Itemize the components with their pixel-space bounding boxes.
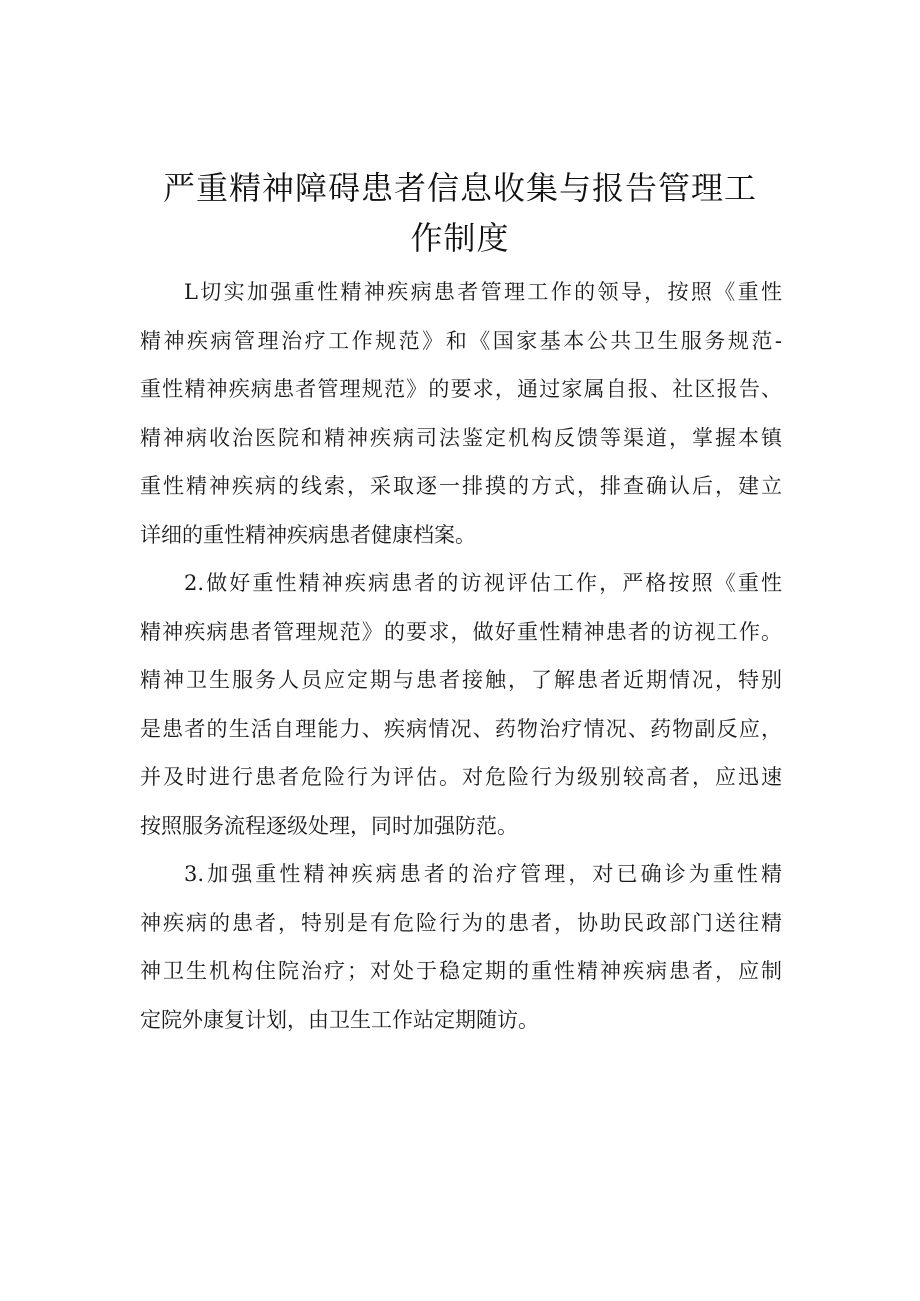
paragraph-line: 精神疾病管理治疗工作规范》和《国家基本公共卫生服务规范-	[140, 328, 782, 353]
paragraph-line: 定院外康复计划，由卫生工作站定期随访。	[140, 1007, 539, 1032]
paragraph-line: L切实加强重性精神疾病患者管理工作的领导，按照《重性	[184, 280, 782, 304]
title-line-2: 作制度	[410, 219, 510, 258]
page-title	[140, 163, 780, 263]
paragraph-line: 神卫生机构住院治疗；对处于稳定期的重性精神疾病患者，应制	[140, 959, 782, 983]
paragraph-line: 重性精神疾病的线索，采取逐一排摸的方式，排查确认后，建立	[140, 474, 782, 498]
paragraph-line: 3.加强重性精神疾病患者的治疗管理，对已确诊为重性精	[184, 862, 782, 886]
paragraph-2	[140, 559, 782, 850]
paragraph-line: 神疾病的患者，特别是有危险行为的患者，协助民政部门送往精	[140, 910, 782, 935]
paragraph-line: 并及时进行患者危险行为评估。对危险行为级别较高者，应迅速	[140, 765, 782, 789]
paragraph-line: 是患者的生活自理能力、疾病情况、药物治疗情况、药物副反应，	[140, 716, 782, 741]
paragraph-line: 精神疾病患者管理规范》的要求，做好重性精神患者的访视工作。	[140, 619, 782, 644]
paragraph-line: 重性精神疾病患者管理规范》的要求，通过家属自报、社区报告、	[140, 377, 782, 401]
paragraph-line: 精神病收治医院和精神疾病司法鉴定机构反馈等渠道，掌握本镇	[140, 425, 782, 450]
document-body	[140, 268, 782, 1044]
paragraph-1	[140, 268, 782, 559]
paragraph-line: 按照服务流程逐级处理，同时加强防范。	[140, 813, 518, 838]
paragraph-line: 精神卫生服务人员应定期与患者接触，了解患者近期情况，特别	[140, 668, 782, 692]
paragraph-line: 2.做好重性精神疾病患者的访视评估工作，严格按照《重性	[184, 571, 782, 595]
paragraph-3	[140, 850, 782, 1044]
title-line-1: 严重精神障碍患者信息收集与报告管理工	[162, 169, 757, 208]
paragraph-line: 详细的重性精神疾病患者健康档案。	[140, 522, 476, 547]
